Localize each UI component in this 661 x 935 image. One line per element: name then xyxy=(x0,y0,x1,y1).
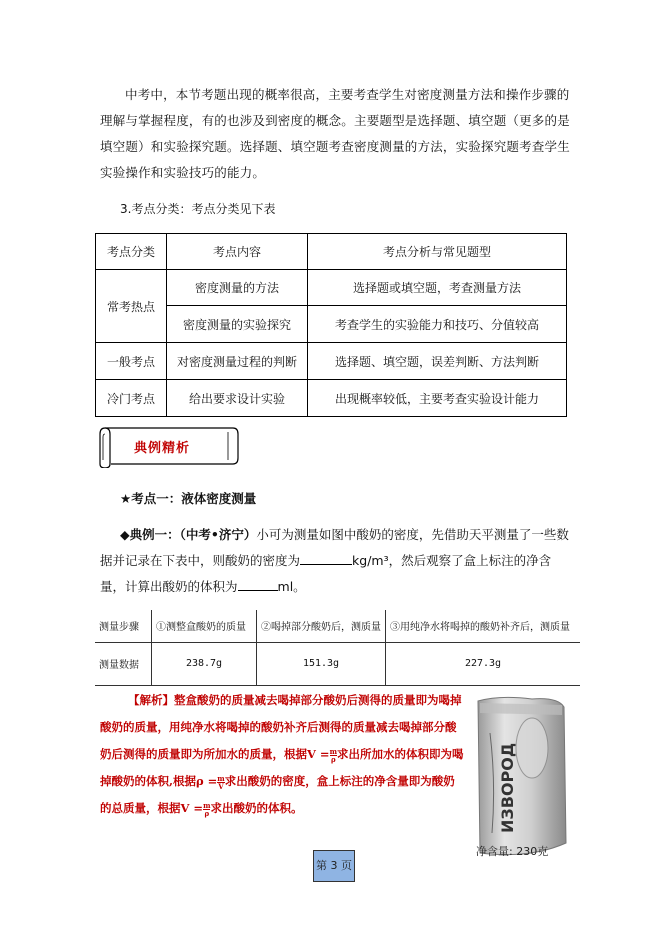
table-header-cell: 考点分类 xyxy=(96,234,167,270)
analysis-text: 求出酸奶的密度，盒上标注的净含量即为酸奶的总质量，根据V = xyxy=(100,774,455,815)
table-cell: 238.7g xyxy=(152,642,257,685)
page-number: 第 3 页 xyxy=(313,850,355,882)
exam-point-table xyxy=(95,233,567,417)
table-cell: 选择题或填空题，考查测量方法 xyxy=(308,270,567,306)
fraction-m-over-rho: $\frac{m}{\rho}$ xyxy=(203,800,211,818)
table-cell: 对密度测量过程的判断 xyxy=(167,343,308,380)
answer-blank-density[interactable] xyxy=(300,550,352,565)
table-cell: 一般考点 xyxy=(96,343,167,380)
table-cell: 密度测量的实验探究 xyxy=(167,306,308,343)
fraction-m-over-rho: $\frac{m}{\rho}$ xyxy=(329,746,337,764)
fraction-m-over-v: $\frac{m}{V}$ xyxy=(217,773,225,791)
example-unit: kg/m³，然后观察了盒上标注的净含量，计算出酸奶的体积为 xyxy=(100,553,552,594)
table-cell: 测量数据 xyxy=(95,642,152,685)
table-row xyxy=(96,380,567,417)
table-cell: 测量步骤 xyxy=(95,610,152,642)
table-header-cell: 考点分析与常见题型 xyxy=(308,234,567,270)
table-header-cell: 考点内容 xyxy=(167,234,308,270)
table-cell: 出现概率较低，主要考查实验设计能力 xyxy=(308,380,567,417)
table-cell: ③用纯净水将喝掉的酸奶补齐后，测质量 xyxy=(386,610,581,642)
table-cell: 151.3g xyxy=(257,642,386,685)
table-cell: 常考热点 xyxy=(96,270,167,343)
table-cell: 给出要求设计实验 xyxy=(167,380,308,417)
yogurt-carton-image xyxy=(470,693,570,865)
example-unit-ml: ml。 xyxy=(277,579,306,594)
example-paragraph xyxy=(100,522,570,600)
table-cell: ①测整盒酸奶的质量 xyxy=(152,610,257,642)
analysis-paragraph xyxy=(100,687,465,822)
analysis-text: 求出酸奶的体积。 xyxy=(210,801,303,815)
table-cell: 选择题、填空题，误差判断、方法判断 xyxy=(308,343,567,380)
table-row xyxy=(96,343,567,380)
analysis-text: 求出所加水的体积即为喝掉酸奶的体积,根据ρ = xyxy=(100,747,464,788)
yogurt-carton-icon xyxy=(470,693,570,865)
carton-net-content: 净含量: 230克 xyxy=(476,845,549,858)
table-row xyxy=(95,610,580,642)
carton-brand-text: ИЗВОРОД xyxy=(498,742,517,833)
section-heading: 3.考点分类：考点分类见下表 xyxy=(120,202,276,216)
table-row xyxy=(96,270,567,306)
exam-point-heading: ★考点一：液体密度测量 xyxy=(120,491,257,506)
measurement-table xyxy=(95,610,580,686)
table-cell: 冷门考点 xyxy=(96,380,167,417)
example-label: ◆典例一： xyxy=(120,527,180,542)
banner-title: 典例精析 xyxy=(133,441,190,456)
intro-paragraph: 中考中，本节考题出现的概率很高，主要考查学生对密度测量方法和操作步骤的理解与掌握程度，有的也涉及到密度的概念。主要题型是选择题、填空题（更多的是填空题）和实验探究题。选择题、填空题考查密度测量的方法，实验探究题考查学生实验操作和实验技巧的能力。 xyxy=(100,87,570,180)
table-cell: 考查学生的实验能力和技巧、分值较高 xyxy=(308,306,567,343)
table-header-row xyxy=(96,234,567,270)
table-cell: ②喝掉部分酸奶后，测质量 xyxy=(257,610,386,642)
answer-blank-volume[interactable] xyxy=(238,576,278,591)
analysis-text: 整盒酸奶的质量减去喝掉部分酸奶后测得的质量即为喝掉酸奶的质量，用纯净水将喝掉的酸奶补齐后测得的质量减去喝掉部分酸奶后测得的质量即为所加水的质量，根据V = xyxy=(100,693,462,761)
table-row xyxy=(95,642,580,685)
example-source: （中考•济宁） xyxy=(179,527,257,542)
table-cell: 227.3g xyxy=(386,642,581,685)
example-text: 小可为测量如图中酸奶的密度，先借助天平测量了一些数据并记录在下表中，则酸奶的密度为 xyxy=(100,527,569,568)
analysis-label: 【解析】 xyxy=(128,693,174,707)
table-row xyxy=(96,306,567,343)
table-cell: 密度测量的方法 xyxy=(167,270,308,306)
scroll-banner xyxy=(97,424,241,468)
